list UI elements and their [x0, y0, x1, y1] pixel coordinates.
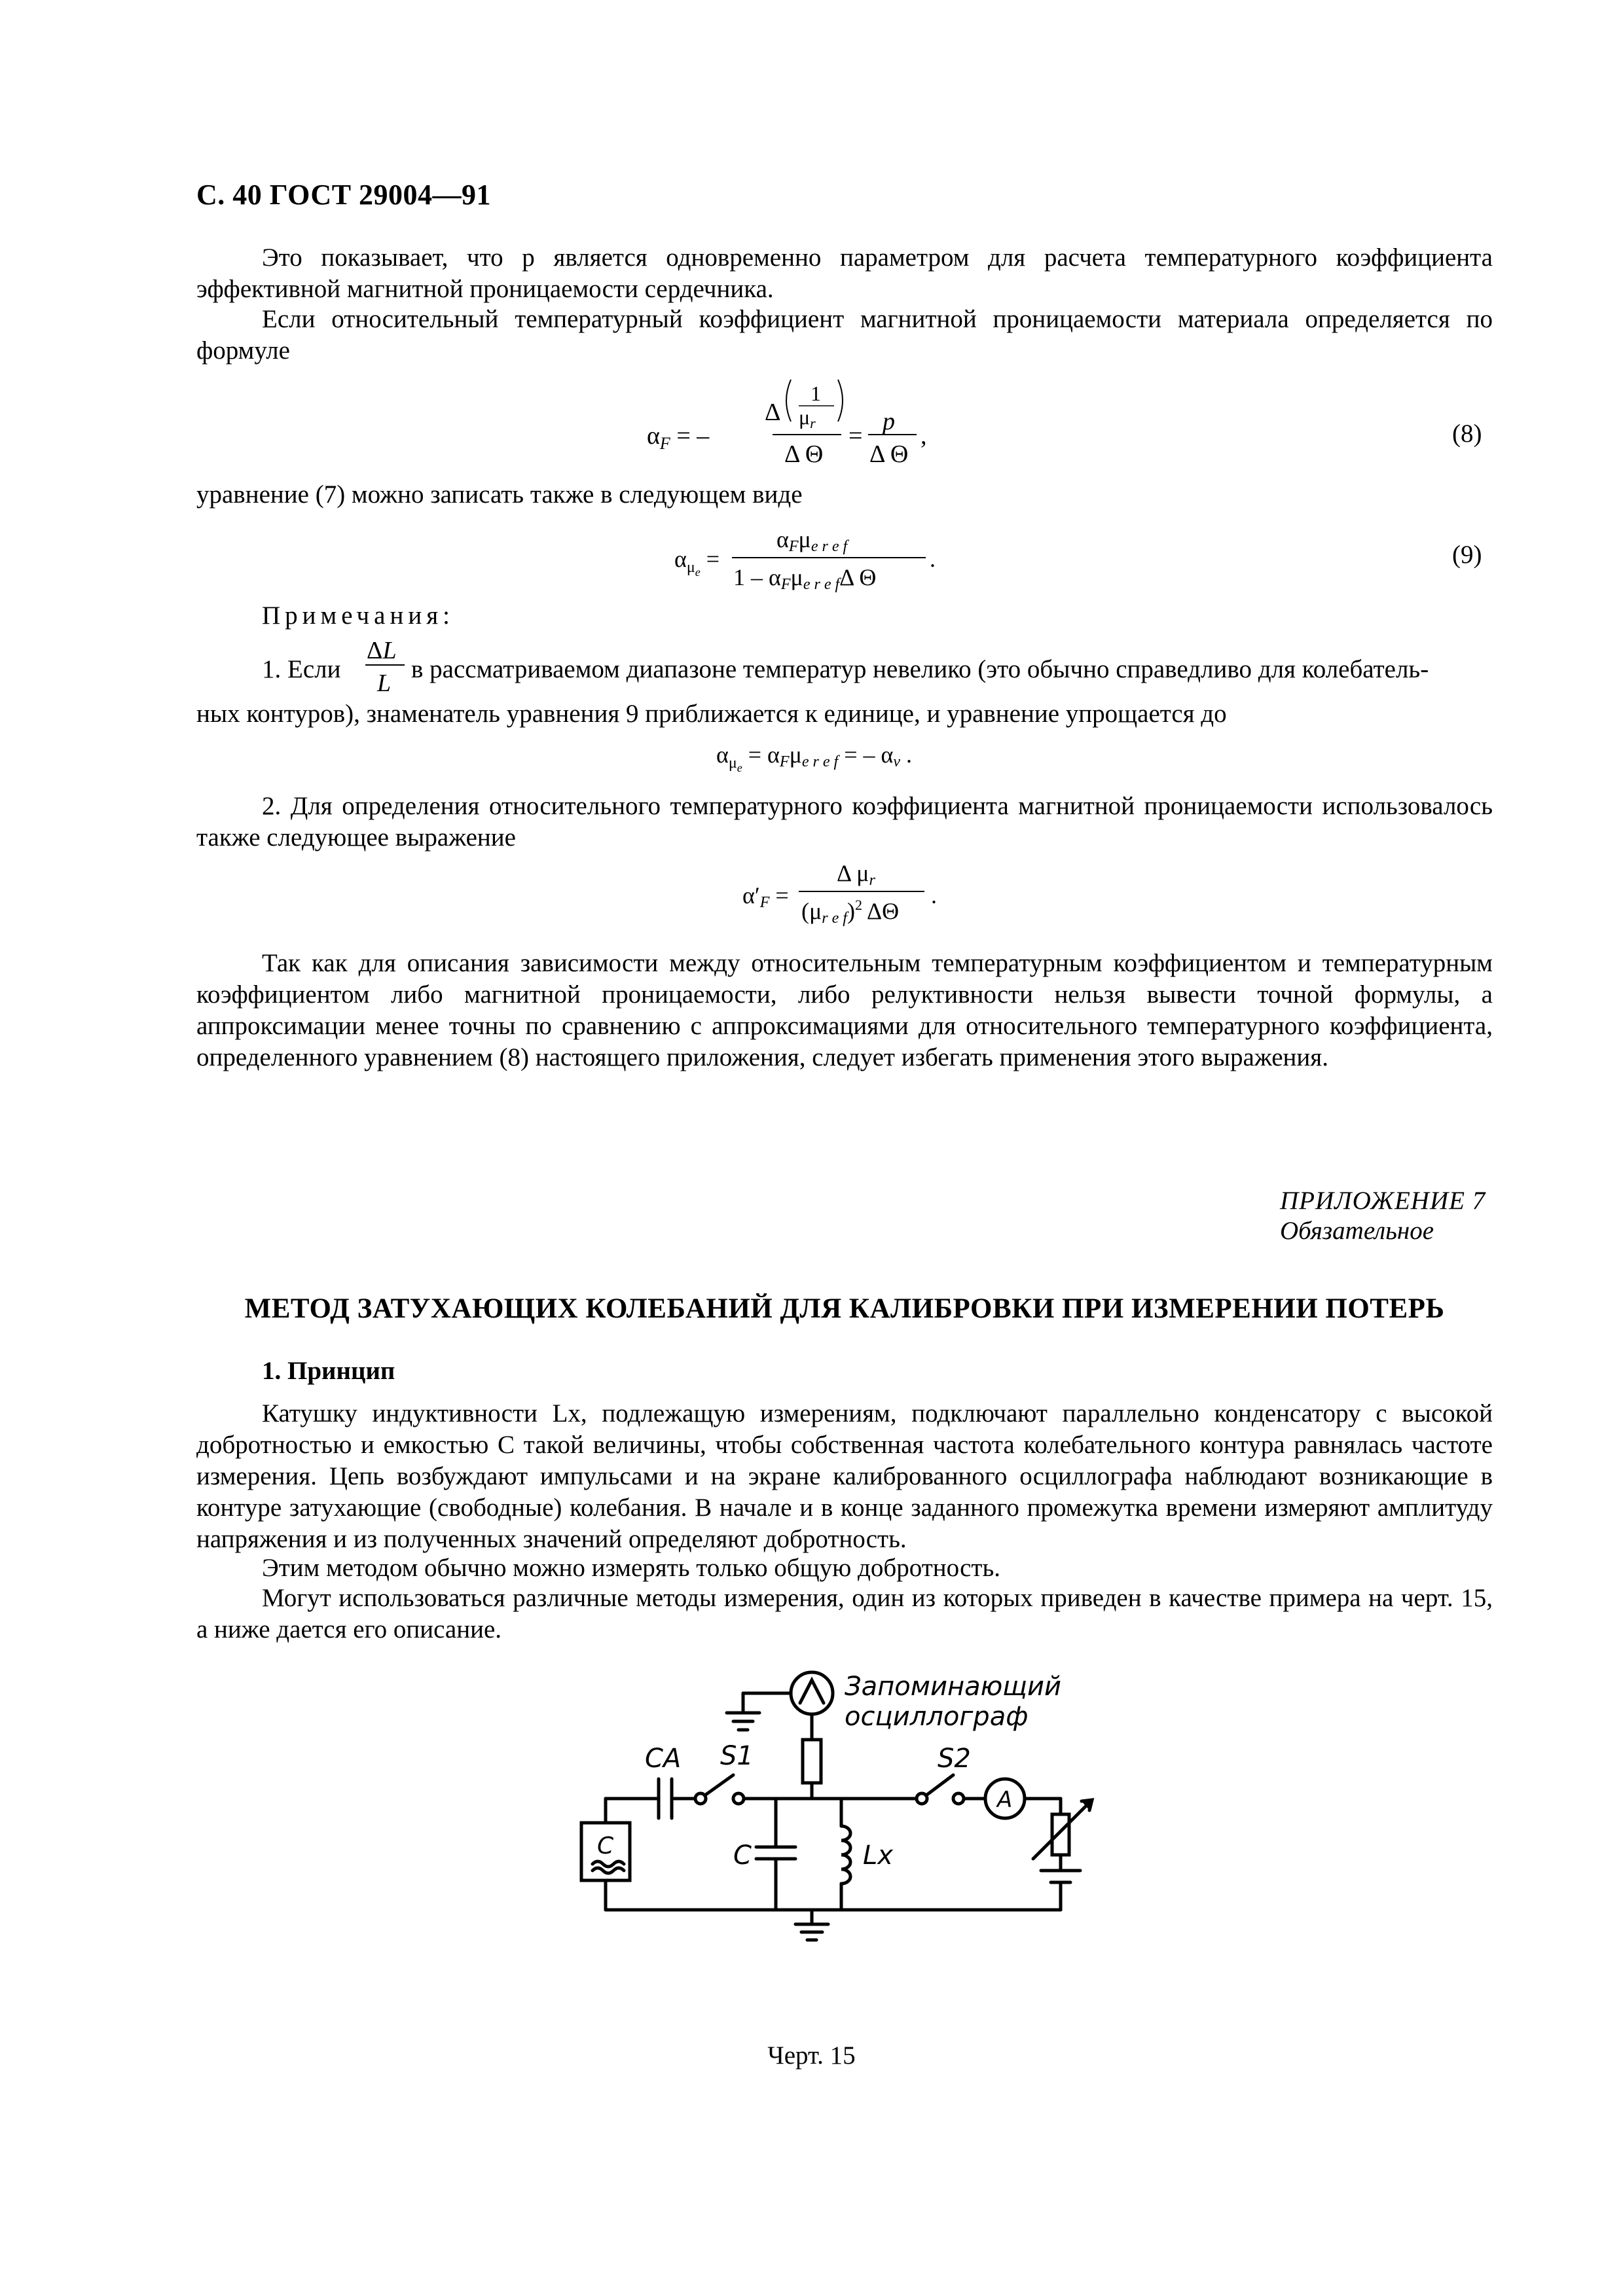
page-header: С. 40 ГОСТ 29004—91 — [196, 179, 492, 211]
svg-text:Δ μr: Δ μr — [837, 860, 875, 889]
inductor-symbol — [841, 1826, 850, 1884]
label-lx: Lx — [863, 1840, 893, 1871]
label-ammeter: A — [997, 1787, 1013, 1813]
label-c: C — [733, 1840, 752, 1871]
note-2: 2. Для определения относительного температурного коэффициента магнитной проницаемости использовалось также следующее выражение — [196, 792, 1493, 852]
label-s1: S1 — [720, 1741, 754, 1771]
label-s2: S2 — [938, 1744, 971, 1774]
principle-paragraph-2: Этим методом обычно можно измерять только общую добротность. — [262, 1554, 1000, 1582]
resistor-symbol — [803, 1740, 821, 1783]
svg-text:=: = — [848, 422, 863, 450]
svg-text:μr: μr — [799, 405, 816, 431]
principle-text: Катушку индуктивности Lx, подлежащую измерениям, подключают параллельно конденсатору с высокой добротностью и емкостью C такой величины, чтобы собственная частота колебательного контура равнялась частоте измерения. Цепь возбуждают импульсами и на экране калиброванного осциллографа наблюдают возникающие в контуре затухающие (свободные) колебания. В начале и в конце заданного промежутка времени измеряют амплитуду напряжения и из полученных значений определяют добротность. — [196, 1399, 1493, 1553]
svg-text:Δ Θ: Δ Θ — [784, 440, 824, 468]
svg-text:,: , — [921, 422, 927, 450]
svg-text:αFμe r e f: αFμe r e f — [776, 526, 848, 555]
note-1-line-2: ных контуров), знаменатель уравнения 9 приближается к единице, и уравнение упрощается до — [196, 700, 1227, 728]
notes-title: Примечания: — [262, 601, 454, 630]
figure-caption: Черт. 15 — [767, 2041, 856, 2070]
note-1-line-1: в рассматриваемом диапазоне температур невелико (это обычно справедливо для колебатель- — [411, 655, 1429, 683]
label-ca: CA — [645, 1744, 682, 1774]
appendix-status: Обязательное — [1280, 1217, 1434, 1245]
svg-text:.: . — [931, 882, 937, 908]
section-title: МЕТОД ЗАТУХАЮЩИХ КОЛЕБАНИЙ ДЛЯ КАЛИБРОВКИ ПРИ ИЗМЕРЕНИИ ПОТЕРЬ — [244, 1293, 1445, 1324]
svg-text:(μr e f)2 ΔΘ: (μr e f)$^2$ ΔΘ — [801, 897, 900, 927]
equation-8-number: (8) — [1452, 420, 1482, 448]
svg-text:Δ Θ: Δ Θ — [869, 440, 909, 468]
svg-text:1: 1 — [811, 382, 821, 405]
paragraph-eq7: уравнение (7) можно записать также в следующем виде — [196, 480, 803, 509]
svg-text:.: . — [930, 546, 936, 572]
svg-text:ΔL: ΔL — [367, 637, 397, 664]
svg-text:L: L — [377, 670, 392, 697]
svg-text:1 – αFμe r e fΔ Θ: 1 – αFμe r e fΔ Θ — [733, 564, 877, 593]
subsection-title: 1. Принцип — [262, 1357, 395, 1385]
svg-text:αF = –: $\alpha_F$ = – — [647, 422, 710, 453]
svg-text:α′F =: α′F = — [742, 882, 789, 911]
paragraph-p-parameter: Это показывает, что p является одновременно параметром для расчета температурного коэффициента эффективной магнитной проницаемости сердечника. — [196, 243, 1493, 303]
svg-text:p: p — [883, 408, 895, 435]
label-generator: C — [597, 1833, 614, 1859]
equation-9-number: (9) — [1452, 541, 1482, 569]
appendix-number: ПРИЛОЖЕНИЕ 7 — [1280, 1187, 1486, 1215]
paragraph-approximation: Так как для описания зависимости между относительным температурным коэффициентом и температурным коэффициентом либо магнитной проницаемости, либо релуктивности нельзя вывести точной формулы, а аппроксимации менее точны по сравнению с аппроксимациями для относительного температурного коэффициента, определенного уравнением (8) настоящего приложения, следует избегать применения этого выражения. — [196, 949, 1493, 1071]
svg-text:αμe =: $\alpha_\mu e$ = — [674, 546, 720, 579]
svg-text:αμe = αFμe r e f = – αv .: $\alpha_\mu e = \alpha F\mu e$ r e f = – αv . — [716, 742, 913, 774]
paragraph-formula-intro: Если относительный температурный коэффициент магнитной проницаемости материала определяется по формуле — [196, 305, 1493, 365]
note-1-prefix: 1. Если — [262, 655, 341, 683]
oscilloscope-label-1: Запоминающий — [845, 1672, 1061, 1702]
svg-text:Δ: Δ — [765, 399, 781, 426]
oscilloscope-label-2: осциллограф — [845, 1702, 1029, 1732]
principle-paragraph-3: Могут использоваться различные методы измерения, один из которых приведен в качестве примера на черт. 15, а ниже дается его описание. — [196, 1584, 1493, 1643]
